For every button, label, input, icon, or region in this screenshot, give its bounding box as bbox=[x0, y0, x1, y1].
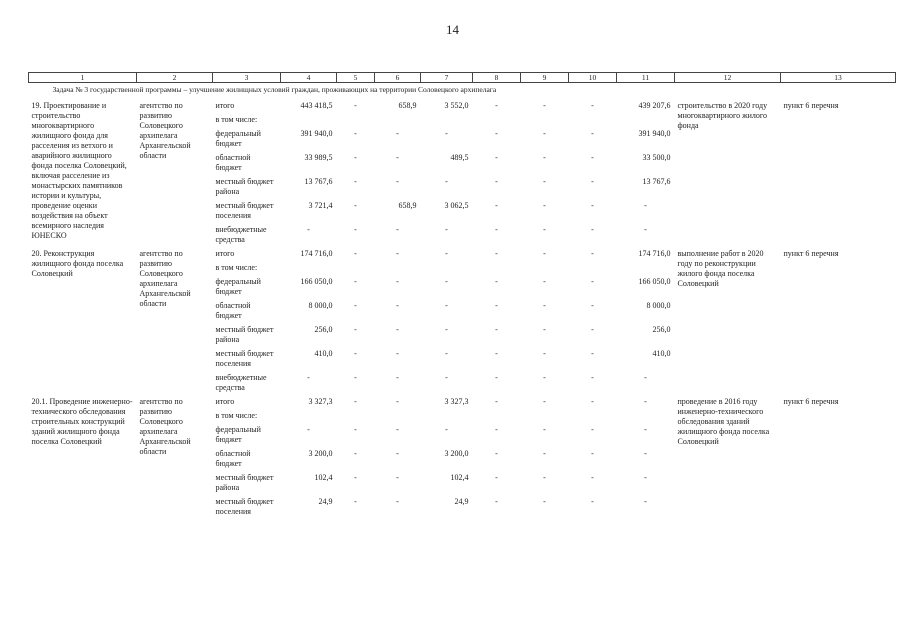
funding-source: областной бюджет bbox=[215, 153, 251, 172]
funding-source: федеральный бюджет bbox=[215, 277, 261, 296]
amount-cell: 658,9 bbox=[398, 201, 417, 210]
funding-source: итого bbox=[215, 101, 235, 110]
amount-cell: - bbox=[354, 497, 357, 506]
amount-cell bbox=[337, 113, 375, 127]
amount-cell: - bbox=[543, 101, 546, 110]
amount-cell bbox=[281, 261, 337, 275]
amount-cell: 658,9 bbox=[398, 101, 417, 110]
amount-cell: - bbox=[644, 397, 647, 406]
amount-cell: - bbox=[495, 449, 498, 458]
measure-name: 19. Проектирование и строительство многоквартирного жилищного фонда для расселения из ветхого и аварийного жилищного фонда поселка Соловецкий, включая расселение из монастырских памятников истории и культуры, проведение оценки воздействия на объект всемирного наследия ЮНЕСКО bbox=[31, 101, 127, 240]
col-header: 13 bbox=[781, 73, 896, 83]
amount-cell bbox=[521, 261, 569, 275]
amount-cell: 489,5 bbox=[450, 153, 469, 162]
amount-cell: - bbox=[354, 325, 357, 334]
amount-cell bbox=[421, 113, 473, 127]
amount-cell: - bbox=[354, 449, 357, 458]
col-header: 8 bbox=[473, 73, 521, 83]
amount-cell: 102,4 bbox=[314, 473, 333, 482]
funding-source: местный бюджет поселения bbox=[215, 497, 274, 516]
amount-cell: - bbox=[543, 449, 546, 458]
amount-cell: 174 716,0 bbox=[638, 249, 671, 258]
reference: пункт 6 перечня bbox=[783, 249, 839, 258]
funding-source: местный бюджет района bbox=[215, 325, 274, 344]
amount-cell: 3 552,0 bbox=[444, 101, 469, 110]
col-header: 4 bbox=[281, 73, 337, 83]
amount-cell bbox=[473, 409, 521, 423]
amount-cell: - bbox=[644, 201, 647, 210]
table-row bbox=[29, 247, 896, 261]
funding-source: в том числе: bbox=[215, 115, 258, 124]
amount-cell: - bbox=[591, 425, 594, 434]
amount-cell: - bbox=[591, 177, 594, 186]
amount-cell: 166 050,0 bbox=[300, 277, 333, 286]
col-header: 11 bbox=[617, 73, 675, 83]
funding-source: внебюджетные средства bbox=[215, 225, 267, 244]
amount-cell: 33 989,5 bbox=[304, 153, 333, 162]
amount-cell bbox=[521, 113, 569, 127]
amount-cell: - bbox=[495, 397, 498, 406]
amount-cell: - bbox=[591, 129, 594, 138]
amount-cell: - bbox=[591, 225, 594, 234]
amount-cell: - bbox=[354, 473, 357, 482]
amount-cell: 439 207,6 bbox=[638, 101, 671, 110]
amount-cell: - bbox=[495, 473, 498, 482]
amount-cell: - bbox=[396, 425, 399, 434]
task-row bbox=[29, 83, 896, 100]
responsible-agency: агентство по развитию Соловецкого архипелага Архангельской области bbox=[139, 101, 191, 160]
amount-cell: 443 418,5 bbox=[300, 101, 333, 110]
col-header: 5 bbox=[337, 73, 375, 83]
amount-cell: 24,9 bbox=[318, 497, 333, 506]
amount-cell: - bbox=[495, 101, 498, 110]
amount-cell: - bbox=[591, 277, 594, 286]
amount-cell: - bbox=[354, 177, 357, 186]
amount-cell: - bbox=[543, 225, 546, 234]
amount-cell: 24,9 bbox=[454, 497, 469, 506]
amount-cell: - bbox=[307, 425, 310, 434]
amount-cell: 33 500,0 bbox=[642, 153, 671, 162]
amount-cell: - bbox=[543, 497, 546, 506]
amount-cell bbox=[473, 113, 521, 127]
amount-cell bbox=[569, 409, 617, 423]
amount-cell bbox=[569, 113, 617, 127]
amount-cell: 3 327,3 bbox=[444, 397, 469, 406]
amount-cell: - bbox=[396, 373, 399, 382]
funding-source: местный бюджет района bbox=[215, 177, 274, 196]
funding-source: федеральный бюджет bbox=[215, 129, 261, 148]
header-row bbox=[29, 73, 896, 83]
funding-source: итого bbox=[215, 397, 235, 406]
amount-cell: 256,0 bbox=[652, 325, 671, 334]
amount-cell: 166 050,0 bbox=[638, 277, 671, 286]
amount-cell: - bbox=[644, 449, 647, 458]
amount-cell: - bbox=[644, 373, 647, 382]
amount-cell: - bbox=[396, 225, 399, 234]
reference: пункт 6 перечня bbox=[783, 397, 839, 406]
amount-cell: - bbox=[396, 301, 399, 310]
amount-cell: - bbox=[495, 373, 498, 382]
amount-cell: - bbox=[354, 249, 357, 258]
amount-cell: - bbox=[591, 373, 594, 382]
funding-source: в том числе: bbox=[215, 411, 258, 420]
amount-cell bbox=[281, 113, 337, 127]
amount-cell: - bbox=[396, 473, 399, 482]
amount-cell: - bbox=[591, 497, 594, 506]
amount-cell: - bbox=[354, 277, 357, 286]
amount-cell: - bbox=[354, 349, 357, 358]
amount-cell: - bbox=[495, 349, 498, 358]
amount-cell: - bbox=[354, 153, 357, 162]
amount-cell: - bbox=[591, 397, 594, 406]
amount-cell: - bbox=[591, 349, 594, 358]
amount-cell: - bbox=[495, 153, 498, 162]
amount-cell bbox=[617, 113, 675, 127]
amount-cell: - bbox=[495, 497, 498, 506]
amount-cell: - bbox=[543, 177, 546, 186]
amount-cell: - bbox=[445, 177, 448, 186]
funding-source: федеральный бюджет bbox=[215, 425, 261, 444]
task-title: Задача № 3 государственной программы – улучшение жилищных условий граждан, проживающих на территории Соловецкого архипелага bbox=[52, 85, 497, 94]
amount-cell: - bbox=[445, 373, 448, 382]
amount-cell: - bbox=[354, 397, 357, 406]
amount-cell: 13 767,6 bbox=[304, 177, 333, 186]
amount-cell: - bbox=[354, 225, 357, 234]
amount-cell: - bbox=[543, 349, 546, 358]
col-header: 6 bbox=[375, 73, 421, 83]
funding-source: местный бюджет поселения bbox=[215, 201, 274, 220]
amount-cell: - bbox=[396, 349, 399, 358]
funding-source: итого bbox=[215, 249, 235, 258]
amount-cell: - bbox=[543, 129, 546, 138]
amount-cell: - bbox=[396, 397, 399, 406]
responsible-agency: агентство по развитию Соловецкого архипелага Архангельской области bbox=[139, 397, 191, 456]
table-row bbox=[29, 99, 896, 113]
amount-cell: - bbox=[495, 201, 498, 210]
page-number: 14 bbox=[446, 22, 459, 37]
amount-cell bbox=[421, 409, 473, 423]
amount-cell bbox=[521, 409, 569, 423]
amount-cell: - bbox=[354, 201, 357, 210]
amount-cell: - bbox=[445, 325, 448, 334]
expected-result: проведение в 2016 году инженерно-технического обследования зданий жилищного фонда поселка Соловецкий bbox=[677, 397, 770, 446]
measure-name: 20.1. Проведение инженерно-технического обследования строительных конструкций зданий жилищного фонда поселка Соловецкий bbox=[31, 397, 133, 446]
funding-source: местный бюджет поселения bbox=[215, 349, 274, 368]
amount-cell bbox=[421, 261, 473, 275]
col-header: 10 bbox=[569, 73, 617, 83]
amount-cell: 3 200,0 bbox=[308, 449, 333, 458]
amount-cell: - bbox=[591, 449, 594, 458]
amount-cell: - bbox=[495, 301, 498, 310]
amount-cell: - bbox=[543, 201, 546, 210]
amount-cell: 3 721,4 bbox=[308, 201, 333, 210]
amount-cell: - bbox=[354, 373, 357, 382]
col-header: 9 bbox=[521, 73, 569, 83]
amount-cell: 13 767,6 bbox=[642, 177, 671, 186]
amount-cell: - bbox=[396, 449, 399, 458]
amount-cell: - bbox=[591, 101, 594, 110]
amount-cell: 256,0 bbox=[314, 325, 333, 334]
amount-cell: - bbox=[543, 249, 546, 258]
amount-cell: - bbox=[543, 325, 546, 334]
amount-cell: - bbox=[591, 325, 594, 334]
funding-source: в том числе: bbox=[215, 263, 258, 272]
col-header: 7 bbox=[421, 73, 473, 83]
amount-cell bbox=[337, 261, 375, 275]
amount-cell: - bbox=[543, 373, 546, 382]
amount-cell: - bbox=[543, 301, 546, 310]
amount-cell bbox=[375, 113, 421, 127]
col-header: 3 bbox=[213, 73, 281, 83]
col-header: 2 bbox=[137, 73, 213, 83]
amount-cell: - bbox=[543, 473, 546, 482]
amount-cell: - bbox=[543, 425, 546, 434]
amount-cell: 410,0 bbox=[652, 349, 671, 358]
amount-cell: - bbox=[354, 129, 357, 138]
reference: пункт 6 перечня bbox=[783, 101, 839, 110]
amount-cell: - bbox=[307, 373, 310, 382]
amount-cell: - bbox=[495, 425, 498, 434]
amount-cell: - bbox=[495, 129, 498, 138]
amount-cell: - bbox=[644, 473, 647, 482]
amount-cell: - bbox=[396, 497, 399, 506]
amount-cell: - bbox=[445, 225, 448, 234]
amount-cell bbox=[375, 261, 421, 275]
amount-cell: 391 940,0 bbox=[300, 129, 333, 138]
amount-cell: - bbox=[396, 325, 399, 334]
amount-cell: 174 716,0 bbox=[300, 249, 333, 258]
amount-cell: - bbox=[396, 277, 399, 286]
amount-cell: - bbox=[445, 301, 448, 310]
amount-cell: - bbox=[591, 473, 594, 482]
amount-cell: - bbox=[445, 129, 448, 138]
amount-cell bbox=[337, 409, 375, 423]
funding-source: местный бюджет района bbox=[215, 473, 274, 492]
amount-cell: - bbox=[354, 425, 357, 434]
amount-cell: 3 327,3 bbox=[308, 397, 333, 406]
amount-cell bbox=[375, 409, 421, 423]
amount-cell: - bbox=[644, 425, 647, 434]
amount-cell bbox=[473, 261, 521, 275]
amount-cell: - bbox=[495, 325, 498, 334]
col-header: 12 bbox=[675, 73, 781, 83]
funding-source: внебюджетные средства bbox=[215, 373, 267, 392]
amount-cell: - bbox=[495, 249, 498, 258]
amount-cell: 102,4 bbox=[450, 473, 469, 482]
amount-cell: - bbox=[396, 153, 399, 162]
responsible-agency: агентство по развитию Соловецкого архипелага Архангельской области bbox=[139, 249, 191, 308]
amount-cell: - bbox=[354, 301, 357, 310]
amount-cell: 3 062,5 bbox=[444, 201, 469, 210]
amount-cell: 8 000,0 bbox=[646, 301, 671, 310]
amount-cell bbox=[281, 409, 337, 423]
amount-cell: 410,0 bbox=[314, 349, 333, 358]
col-header: 1 bbox=[29, 73, 137, 83]
amount-cell: - bbox=[644, 497, 647, 506]
funding-source: областной бюджет bbox=[215, 449, 251, 468]
amount-cell: - bbox=[445, 277, 448, 286]
amount-cell: - bbox=[495, 225, 498, 234]
expected-result: выполнение работ в 2020 году по реконструкции жилого фонда поселка Соловецкий bbox=[677, 249, 764, 288]
expected-result: строительство в 2020 году многоквартирного жилого фонда bbox=[677, 101, 768, 130]
amount-cell: 8 000,0 bbox=[308, 301, 333, 310]
amount-cell: - bbox=[495, 277, 498, 286]
measure-name: 20. Реконструкция жилищного фонда поселка Соловецкий bbox=[31, 249, 124, 278]
amount-cell: - bbox=[445, 425, 448, 434]
table-row bbox=[29, 395, 896, 409]
amount-cell: - bbox=[591, 201, 594, 210]
amount-cell bbox=[617, 261, 675, 275]
amount-cell: - bbox=[396, 129, 399, 138]
amount-cell: - bbox=[445, 249, 448, 258]
amount-cell: - bbox=[644, 225, 647, 234]
amount-cell: - bbox=[591, 153, 594, 162]
funding-source: областной бюджет bbox=[215, 301, 251, 320]
amount-cell: - bbox=[543, 153, 546, 162]
program-table bbox=[28, 72, 896, 519]
amount-cell: - bbox=[445, 349, 448, 358]
amount-cell: - bbox=[543, 277, 546, 286]
amount-cell: - bbox=[396, 177, 399, 186]
amount-cell bbox=[569, 261, 617, 275]
amount-cell bbox=[617, 409, 675, 423]
amount-cell: - bbox=[591, 249, 594, 258]
amount-cell: - bbox=[354, 101, 357, 110]
amount-cell: - bbox=[591, 301, 594, 310]
amount-cell: - bbox=[307, 225, 310, 234]
amount-cell: 3 200,0 bbox=[444, 449, 469, 458]
amount-cell: - bbox=[495, 177, 498, 186]
amount-cell: - bbox=[543, 397, 546, 406]
amount-cell: 391 940,0 bbox=[638, 129, 671, 138]
amount-cell: - bbox=[396, 249, 399, 258]
